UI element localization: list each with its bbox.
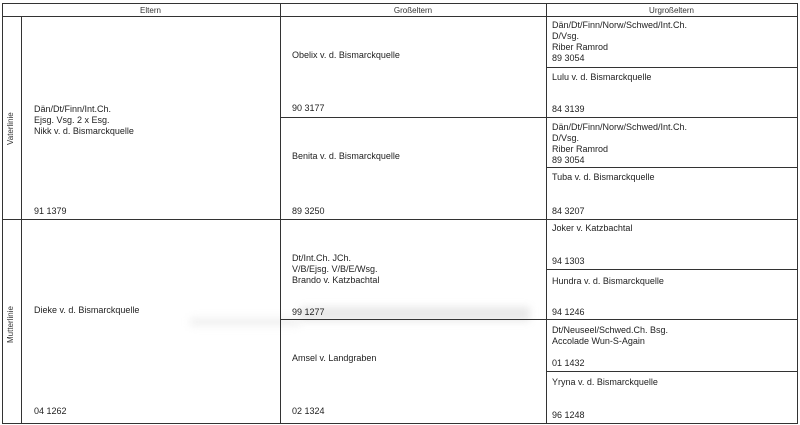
- great-divider-2: [546, 167, 798, 168]
- great-name: Lulu v. d. Bismarckquelle: [552, 72, 652, 82]
- mother-name: Dieke v. d. Bismarckquelle: [34, 305, 140, 315]
- grandparent-name: Brando v. Katzbachtal: [292, 275, 380, 285]
- mother-reg: 04 1262: [34, 406, 67, 416]
- great-name: Hundra v. d. Bismarckquelle: [552, 276, 664, 286]
- great-line: Riber Ramrod: [552, 42, 609, 52]
- grandparent-reg: 89 3250: [292, 206, 325, 216]
- grandparent-name: Benita v. d. Bismarckquelle: [292, 151, 400, 161]
- vaterlinie-label: Vaterlinie: [6, 112, 15, 145]
- great-reg: 89 3054: [552, 53, 585, 63]
- header-grosseltern: Großeltern: [393, 6, 433, 15]
- side-divider: [21, 16, 22, 424]
- great-line: Riber Ramrod: [552, 144, 609, 154]
- great-reg: 96 1248: [552, 410, 585, 420]
- father-name: Nikk v. d. Bismarckquelle: [34, 126, 134, 136]
- great-line: D/Vsg.: [552, 133, 580, 143]
- great-name: Joker v. Katzbachtal: [552, 223, 633, 233]
- great-line: D/Vsg.: [552, 31, 580, 41]
- header-urgrosseltern: Urgroßeltern: [649, 6, 694, 15]
- great-name: Tuba v. d. Bismarckquelle: [552, 172, 655, 182]
- bottom-border: [2, 423, 798, 424]
- great-divider-1: [546, 67, 798, 68]
- great-line: Dt/Neuseel/Schwed.Ch. Bsg.: [552, 325, 669, 335]
- great-reg: 89 3054: [552, 155, 585, 165]
- grandparent-divider-1: [280, 117, 798, 118]
- father-title-line: Dän/Dt/Finn/Int.Ch.: [34, 104, 112, 114]
- grandparent-reg: 99 1277: [292, 307, 325, 317]
- great-divider-4: [546, 371, 798, 372]
- grandparent-reg: 90 3177: [292, 103, 325, 113]
- left-border: [2, 3, 3, 424]
- great-reg: 84 3139: [552, 104, 585, 114]
- col-divider-1: [280, 3, 281, 424]
- grandparent-title-line: V/B/Ejsg. V/B/E/Wsg.: [292, 264, 378, 274]
- father-title-line: Ejsg. Vsg. 2 x Esg.: [34, 115, 110, 125]
- great-reg: 94 1303: [552, 256, 585, 266]
- great-reg: 94 1246: [552, 307, 585, 317]
- great-line: Dän/Dt/Finn/Norw/Schwed/Int.Ch.: [552, 122, 688, 132]
- mid-divider: [2, 219, 798, 220]
- grandparent-reg: 02 1324: [292, 406, 325, 416]
- grandparent-name: Obelix v. d. Bismarckquelle: [292, 50, 400, 60]
- great-divider-3: [546, 269, 798, 270]
- grandparent-title-line: Dt/Int.Ch. JCh.: [292, 253, 352, 263]
- great-reg: 01 1432: [552, 358, 585, 368]
- grandparent-divider-2: [280, 319, 798, 320]
- great-line: Dän/Dt/Finn/Norw/Schwed/Int.Ch.: [552, 20, 688, 30]
- great-name: Yryna v. d. Bismarckquelle: [552, 377, 658, 387]
- grandparent-name: Amsel v. Landgraben: [292, 353, 377, 363]
- great-reg: 84 3207: [552, 206, 585, 216]
- father-reg: 91 1379: [34, 206, 67, 216]
- mutterlinie-label: Mutterlinie: [6, 306, 15, 343]
- great-name: Accolade Wun-S-Again: [552, 336, 645, 346]
- header-eltern: Eltern: [140, 6, 161, 15]
